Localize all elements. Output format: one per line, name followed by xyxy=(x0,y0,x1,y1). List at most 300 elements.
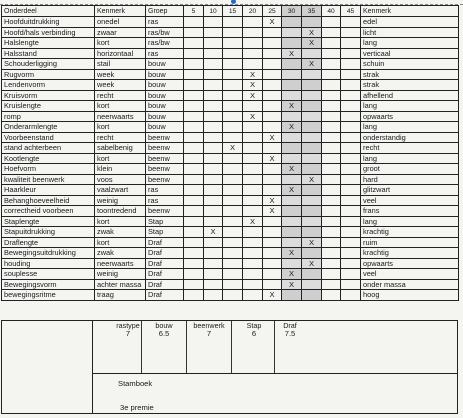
row-kenmerk-right: edel xyxy=(361,17,459,28)
scale-cell xyxy=(302,69,322,80)
table-row xyxy=(2,248,459,259)
scale-cell xyxy=(282,27,302,38)
scale-cell xyxy=(184,101,204,112)
scale-mark: X xyxy=(282,269,302,280)
scale-cell xyxy=(263,80,282,91)
row-groep: ras xyxy=(146,48,184,59)
scale-cell xyxy=(223,17,243,28)
scale-cell xyxy=(223,27,243,38)
row-onderdeel: Rugvorm xyxy=(2,69,95,80)
row-kenmerk-right: lang xyxy=(361,101,459,112)
scale-cell xyxy=(302,111,322,122)
scale-cell xyxy=(204,185,223,196)
row-kenmerk-left: zwak xyxy=(95,227,146,238)
scale-cell xyxy=(322,38,341,49)
scale-cell xyxy=(263,90,282,101)
scale-cell xyxy=(243,185,263,196)
row-kenmerk-left: vaalzwart xyxy=(95,185,146,196)
scale-cell xyxy=(322,248,341,259)
header-scale-30: 30 xyxy=(282,6,302,17)
scale-cell xyxy=(184,185,204,196)
score-label: Draf xyxy=(283,321,297,330)
row-kenmerk-left: neerwaarts xyxy=(95,111,146,122)
scale-cell xyxy=(322,132,341,143)
scale-cell xyxy=(223,290,243,301)
score-value: 7 xyxy=(206,329,212,338)
scale-cell xyxy=(184,122,204,133)
table-row xyxy=(2,59,459,70)
scale-cell xyxy=(341,185,361,196)
row-kenmerk-left: horizontaal xyxy=(95,48,146,59)
scale-mark: X xyxy=(282,101,302,112)
scale-cell xyxy=(282,237,302,248)
scale-cell xyxy=(302,143,322,154)
row-groep: bouw xyxy=(146,69,184,80)
scale-cell xyxy=(204,27,223,38)
row-groep: Stap xyxy=(146,216,184,227)
row-onderdeel: Kruisvorm xyxy=(2,90,95,101)
scale-mark: X xyxy=(223,143,243,154)
score-label: Stap xyxy=(246,321,262,330)
row-kenmerk-left: kort xyxy=(95,101,146,112)
row-onderdeel: Hoefvorm xyxy=(2,164,95,175)
scale-cell xyxy=(184,143,204,154)
scale-cell xyxy=(322,153,341,164)
table-row xyxy=(2,90,459,101)
row-groep: Draf xyxy=(146,258,184,269)
scale-cell xyxy=(341,153,361,164)
scale-cell xyxy=(322,69,341,80)
scale-cell xyxy=(243,164,263,175)
scale-cell xyxy=(223,237,243,248)
scale-cell xyxy=(243,258,263,269)
table-row xyxy=(2,164,459,175)
score-bouw xyxy=(142,322,186,338)
scale-mark: X xyxy=(263,206,282,217)
row-onderdeel: Onderarmlengte xyxy=(2,122,95,133)
table-row xyxy=(2,111,459,122)
row-kenmerk-left: week xyxy=(95,69,146,80)
scale-cell xyxy=(341,248,361,259)
table-row xyxy=(2,143,459,154)
scale-cell xyxy=(341,164,361,175)
scale-cell xyxy=(322,143,341,154)
scale-cell xyxy=(204,69,223,80)
scale-cell xyxy=(223,90,243,101)
row-onderdeel: Bewegingsvorm xyxy=(2,279,95,290)
scale-cell xyxy=(302,48,322,59)
scale-cell xyxy=(282,17,302,28)
scale-cell xyxy=(223,48,243,59)
scale-mark: X xyxy=(302,258,322,269)
scale-cell xyxy=(184,237,204,248)
scale-cell xyxy=(302,101,322,112)
row-groep: beenw xyxy=(146,206,184,217)
scale-cell xyxy=(204,195,223,206)
scale-mark: X xyxy=(302,237,322,248)
scale-cell xyxy=(302,248,322,259)
scale-cell xyxy=(223,248,243,259)
score-label: rastype xyxy=(116,321,140,330)
score-draf xyxy=(268,322,312,338)
scale-cell xyxy=(341,59,361,70)
scale-cell xyxy=(204,174,223,185)
scale-cell xyxy=(263,143,282,154)
marker-dot-icon xyxy=(231,0,236,4)
header-scale-5: 5 xyxy=(184,6,204,17)
row-onderdeel: houding xyxy=(2,258,95,269)
scale-mark: X xyxy=(282,122,302,133)
scale-cell xyxy=(223,59,243,70)
scale-cell xyxy=(204,101,223,112)
header-scale-25: 25 xyxy=(263,6,282,17)
scale-cell xyxy=(243,153,263,164)
scale-cell xyxy=(282,132,302,143)
row-kenmerk-left: toontredend xyxy=(95,206,146,217)
scale-cell xyxy=(243,132,263,143)
table-row xyxy=(2,195,459,206)
scale-cell xyxy=(184,38,204,49)
row-onderdeel: bewegingsritme xyxy=(2,290,95,301)
scale-cell xyxy=(243,59,263,70)
scale-mark: X xyxy=(263,17,282,28)
scale-cell xyxy=(341,122,361,133)
scale-mark: X xyxy=(282,185,302,196)
scale-cell xyxy=(223,101,243,112)
scale-cell xyxy=(302,132,322,143)
scale-cell xyxy=(223,258,243,269)
row-groep: ras/bw xyxy=(146,27,184,38)
header-scale-40: 40 xyxy=(322,6,341,17)
summary-panel xyxy=(1,320,458,414)
scale-cell xyxy=(243,248,263,259)
scale-cell xyxy=(184,111,204,122)
scale-cell xyxy=(322,111,341,122)
table-row xyxy=(2,279,459,290)
scale-cell xyxy=(223,164,243,175)
table-row xyxy=(2,269,459,280)
scale-cell xyxy=(341,237,361,248)
scale-cell xyxy=(204,279,223,290)
scale-cell xyxy=(223,111,243,122)
summary-divider-vertical xyxy=(92,321,93,413)
scale-cell xyxy=(243,279,263,290)
row-kenmerk-right: veel xyxy=(361,195,459,206)
scale-cell xyxy=(184,195,204,206)
scale-cell xyxy=(184,59,204,70)
scale-mark: X xyxy=(302,38,322,49)
table-row xyxy=(2,290,459,301)
scale-cell xyxy=(223,227,243,238)
scale-cell xyxy=(243,237,263,248)
row-kenmerk-right: verticaal xyxy=(361,48,459,59)
scale-cell xyxy=(341,90,361,101)
scale-cell xyxy=(263,269,282,280)
row-kenmerk-left: klein xyxy=(95,164,146,175)
row-onderdeel: Schouderligging xyxy=(2,59,95,70)
scale-cell xyxy=(263,279,282,290)
row-kenmerk-right: hoog xyxy=(361,290,459,301)
row-kenmerk-left: traag xyxy=(95,290,146,301)
scale-cell xyxy=(184,90,204,101)
scale-cell xyxy=(223,174,243,185)
scale-cell xyxy=(263,237,282,248)
summary-divider-horizontal xyxy=(92,373,457,374)
scale-cell xyxy=(322,290,341,301)
row-kenmerk-right: schuin xyxy=(361,59,459,70)
scale-cell xyxy=(322,17,341,28)
scale-mark: X xyxy=(282,164,302,175)
row-groep: beenw xyxy=(146,132,184,143)
row-onderdeel: Draflengte xyxy=(2,237,95,248)
row-groep: beenw xyxy=(146,153,184,164)
scale-cell xyxy=(282,206,302,217)
scale-cell xyxy=(204,143,223,154)
scale-cell xyxy=(282,111,302,122)
header-kenmerk-right: Kenmerk xyxy=(361,6,459,17)
scale-cell xyxy=(282,59,302,70)
scale-mark: X xyxy=(243,90,263,101)
scale-cell xyxy=(322,27,341,38)
scale-cell xyxy=(322,185,341,196)
scale-cell xyxy=(341,17,361,28)
header-scale-15: 15 xyxy=(223,6,243,17)
scale-cell xyxy=(341,216,361,227)
scale-cell xyxy=(341,48,361,59)
row-kenmerk-left: neerwaarts xyxy=(95,258,146,269)
scale-cell xyxy=(322,258,341,269)
row-kenmerk-right: recht xyxy=(361,143,459,154)
scale-cell xyxy=(322,206,341,217)
scale-cell xyxy=(341,69,361,80)
table-row xyxy=(2,80,459,91)
scale-cell xyxy=(223,206,243,217)
score-label: beenwerk xyxy=(193,321,225,330)
row-kenmerk-left: kort xyxy=(95,122,146,133)
row-kenmerk-right: licht xyxy=(361,27,459,38)
scale-cell xyxy=(302,90,322,101)
scale-cell xyxy=(282,143,302,154)
row-kenmerk-left: zwak xyxy=(95,248,146,259)
scale-cell xyxy=(184,290,204,301)
scale-cell xyxy=(223,80,243,91)
row-kenmerk-right: hard xyxy=(361,174,459,185)
scale-cell xyxy=(322,48,341,59)
header-scale-20: 20 xyxy=(243,6,263,17)
scale-cell xyxy=(204,80,223,91)
scale-cell xyxy=(204,269,223,280)
scale-cell xyxy=(204,132,223,143)
scale-cell xyxy=(322,101,341,112)
scale-mark: X xyxy=(282,48,302,59)
row-kenmerk-right: lang xyxy=(361,216,459,227)
scale-cell xyxy=(243,290,263,301)
scale-cell xyxy=(282,290,302,301)
row-kenmerk-left: kort xyxy=(95,237,146,248)
evaluation-table xyxy=(1,5,459,301)
scale-cell xyxy=(184,132,204,143)
row-onderdeel: Hoofduitdrukking xyxy=(2,17,95,28)
scale-cell xyxy=(302,153,322,164)
scale-cell xyxy=(243,174,263,185)
row-groep: Draf xyxy=(146,269,184,280)
scale-cell xyxy=(322,59,341,70)
scale-cell xyxy=(243,143,263,154)
scale-cell xyxy=(263,27,282,38)
table-row xyxy=(2,101,459,112)
scale-cell xyxy=(322,216,341,227)
table-row xyxy=(2,153,459,164)
scale-mark: X xyxy=(263,153,282,164)
scale-cell xyxy=(322,90,341,101)
scale-cell xyxy=(184,216,204,227)
scale-cell xyxy=(204,59,223,70)
scale-cell xyxy=(263,111,282,122)
row-onderdeel: Behanghoeveelheid xyxy=(2,195,95,206)
row-onderdeel: romp xyxy=(2,111,95,122)
scale-cell xyxy=(223,132,243,143)
scale-cell xyxy=(184,48,204,59)
scale-mark: X xyxy=(302,59,322,70)
row-kenmerk-left: recht xyxy=(95,90,146,101)
scale-cell xyxy=(223,279,243,290)
row-groep: beenw xyxy=(146,174,184,185)
scale-cell xyxy=(184,227,204,238)
row-groep: ras xyxy=(146,17,184,28)
row-kenmerk-right: lang xyxy=(361,153,459,164)
scale-cell xyxy=(282,227,302,238)
row-groep: bouw xyxy=(146,122,184,133)
scale-cell xyxy=(184,153,204,164)
scale-mark: X xyxy=(302,27,322,38)
scale-cell xyxy=(243,48,263,59)
row-onderdeel: Kruislengte xyxy=(2,101,95,112)
row-kenmerk-left: kort xyxy=(95,216,146,227)
row-kenmerk-left: recht xyxy=(95,132,146,143)
scale-cell xyxy=(243,206,263,217)
scale-cell xyxy=(184,206,204,217)
scale-cell xyxy=(341,279,361,290)
header-onderdeel: Onderdeel xyxy=(2,6,95,17)
scale-cell xyxy=(322,80,341,91)
scale-cell xyxy=(282,80,302,91)
row-groep: beenw xyxy=(146,164,184,175)
scale-cell xyxy=(302,185,322,196)
table-row xyxy=(2,27,459,38)
row-groep: bouw xyxy=(146,111,184,122)
row-kenmerk-right: afhellend xyxy=(361,90,459,101)
table-header-row xyxy=(2,6,459,17)
scale-cell xyxy=(322,227,341,238)
scale-cell xyxy=(322,122,341,133)
scale-cell xyxy=(341,290,361,301)
row-groep: bouw xyxy=(146,80,184,91)
row-kenmerk-left: voos xyxy=(95,174,146,185)
scale-mark: X xyxy=(263,290,282,301)
scale-cell xyxy=(263,216,282,227)
row-onderdeel: correctheid voorbeen xyxy=(2,206,95,217)
scale-cell xyxy=(341,227,361,238)
scale-cell xyxy=(263,38,282,49)
scale-cell xyxy=(302,80,322,91)
row-kenmerk-right: frans xyxy=(361,206,459,217)
scale-cell xyxy=(341,132,361,143)
scale-cell xyxy=(322,195,341,206)
header-scale-10: 10 xyxy=(204,6,223,17)
score-value: 7.5 xyxy=(284,329,296,338)
row-groep: bouw xyxy=(146,59,184,70)
scale-cell xyxy=(322,279,341,290)
scale-cell xyxy=(341,143,361,154)
scale-mark: X xyxy=(263,195,282,206)
row-onderdeel: Hoofd/hals verbinding xyxy=(2,27,95,38)
row-onderdeel: Lendenvorm xyxy=(2,80,95,91)
scale-cell xyxy=(184,174,204,185)
header-scale-35: 35 xyxy=(302,6,322,17)
scale-cell xyxy=(223,69,243,80)
scale-cell xyxy=(204,206,223,217)
scale-cell xyxy=(184,279,204,290)
scale-cell xyxy=(341,101,361,112)
scale-cell xyxy=(302,17,322,28)
scale-cell xyxy=(341,80,361,91)
scale-cell xyxy=(322,164,341,175)
score-label: bouw xyxy=(155,321,173,330)
row-onderdeel: kwaliteit beenwerk xyxy=(2,174,95,185)
table-row xyxy=(2,216,459,227)
scale-cell xyxy=(204,17,223,28)
row-onderdeel: Halsstand xyxy=(2,48,95,59)
scale-cell xyxy=(282,195,302,206)
row-groep: Draf xyxy=(146,237,184,248)
table-row xyxy=(2,227,459,238)
row-groep: beenw xyxy=(146,143,184,154)
scale-mark: X xyxy=(302,174,322,185)
scale-cell xyxy=(204,164,223,175)
scale-cell xyxy=(243,38,263,49)
row-kenmerk-right: lang xyxy=(361,122,459,133)
scale-cell xyxy=(204,258,223,269)
scale-cell xyxy=(341,269,361,280)
scale-cell xyxy=(302,227,322,238)
row-kenmerk-left: sabelbenig xyxy=(95,143,146,154)
scale-cell xyxy=(243,227,263,238)
scale-cell xyxy=(341,195,361,206)
scale-cell xyxy=(341,174,361,185)
scale-cell xyxy=(263,185,282,196)
row-kenmerk-left: kort xyxy=(95,153,146,164)
row-onderdeel: Kootlengte xyxy=(2,153,95,164)
scale-cell xyxy=(223,216,243,227)
scale-cell xyxy=(282,174,302,185)
score-beenwerk xyxy=(187,322,231,338)
table-row xyxy=(2,48,459,59)
scale-cell xyxy=(204,122,223,133)
table-row xyxy=(2,174,459,185)
table-row xyxy=(2,69,459,80)
table-row xyxy=(2,17,459,28)
scale-cell xyxy=(184,248,204,259)
scale-cell xyxy=(282,69,302,80)
scale-cell xyxy=(243,27,263,38)
row-kenmerk-right: opwaarts xyxy=(361,258,459,269)
row-kenmerk-right: veel xyxy=(361,269,459,280)
scale-cell xyxy=(204,248,223,259)
scale-cell xyxy=(184,27,204,38)
header-groep: Groep xyxy=(146,6,184,17)
row-groep: Draf xyxy=(146,290,184,301)
scale-cell xyxy=(322,237,341,248)
